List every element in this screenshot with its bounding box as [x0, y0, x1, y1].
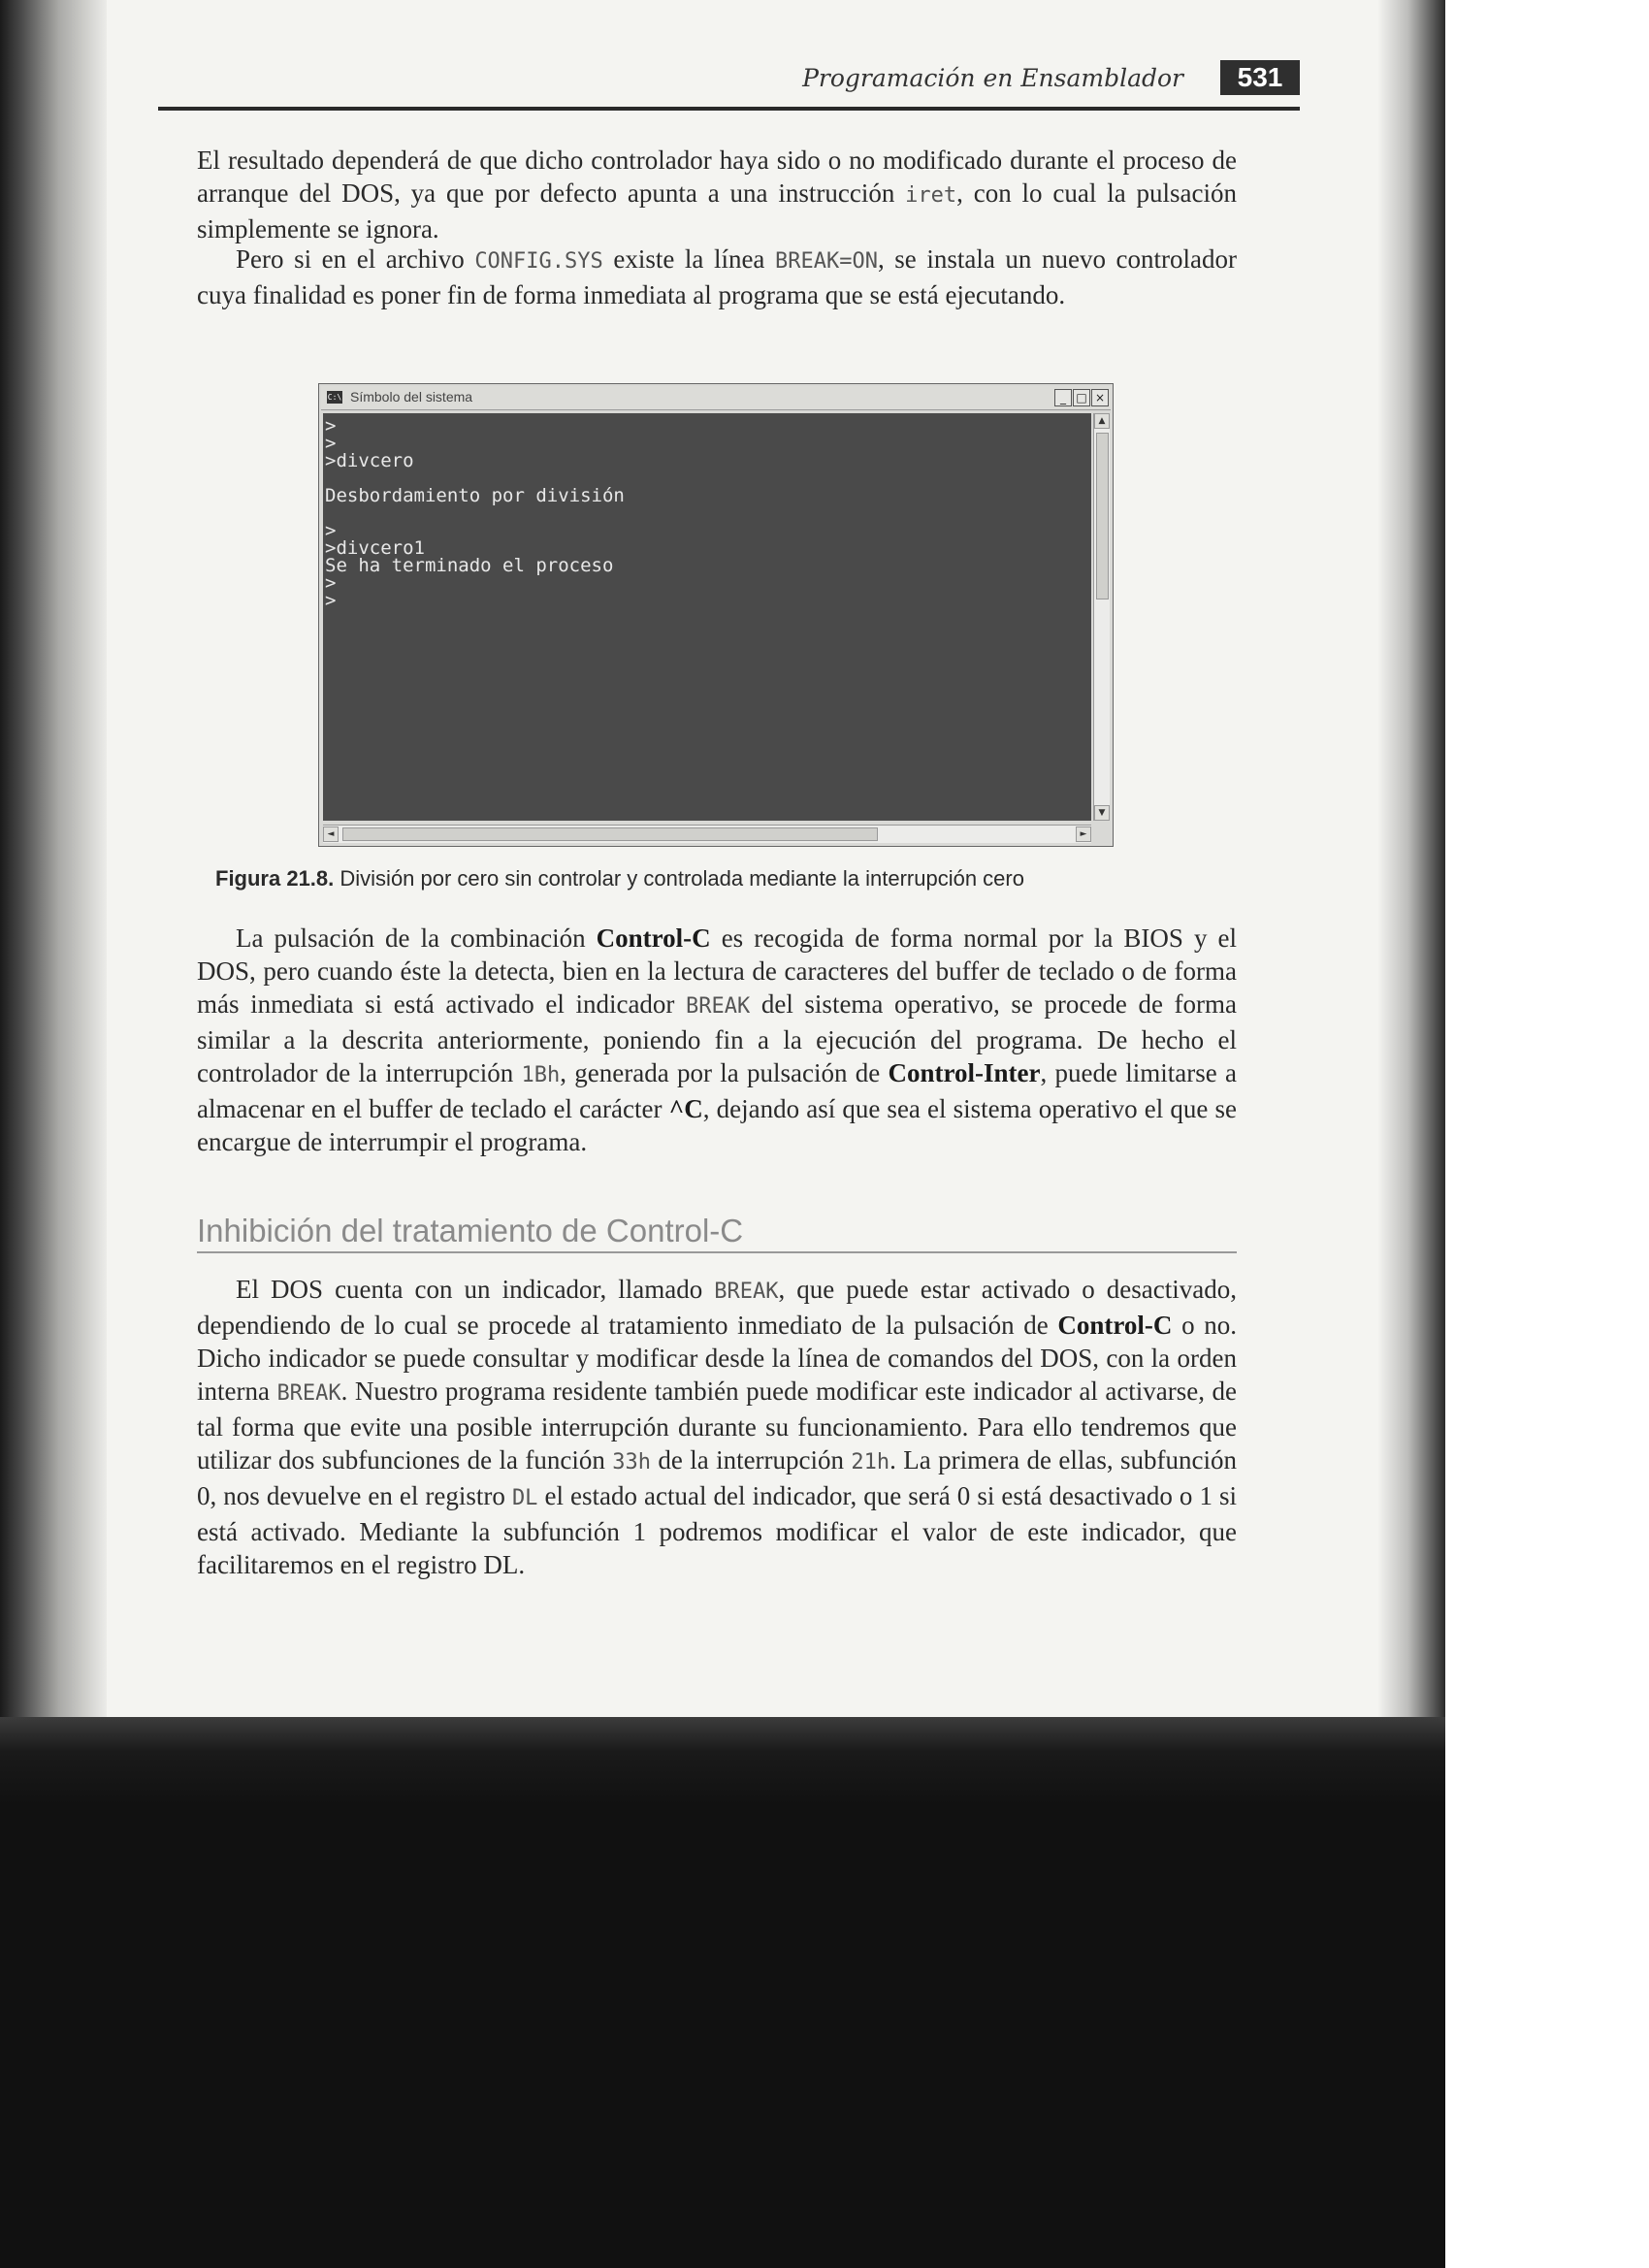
code-break-on: BREAK=ON — [775, 249, 878, 274]
minimize-button[interactable]: _ — [1054, 389, 1072, 406]
paragraph-3-text-6: , dejando así que sea el sistema operativo el que se encargue de interrumpir el programa. — [197, 1094, 1237, 1156]
scan-right-margin — [1445, 0, 1649, 2268]
console-line: > — [325, 433, 337, 454]
caption-label: Figura 21.8. — [215, 866, 335, 891]
paragraph-4-text-7: el estado actual del indicador, que será 0 si está desactivado o 1 si está activado. Mediante la subfunción 1 podremos modificar el valor de este indicador, que facilitaremos en el registro DL. — [197, 1481, 1237, 1579]
code-1bh: 1Bh — [521, 1063, 561, 1087]
console-line: >divcero1 — [325, 537, 425, 559]
scan-bottom-shadow — [0, 1717, 1445, 1804]
paragraph-4-text-1: El DOS cuenta con un indicador, llamado — [236, 1275, 715, 1304]
window-titlebar[interactable] — [321, 386, 1111, 410]
bold-control-inter: Control-Inter — [888, 1058, 1041, 1087]
paragraph-1-text-1: El resultado dependerá de que dicho controlador haya sido o no modificado durante el proceso de arranque del DOS, ya que por defecto apunta a una instrucción — [197, 146, 1237, 208]
paragraph-1 — [197, 144, 1237, 245]
code-21h: 21h — [851, 1450, 890, 1474]
paragraph-4-text-6: . La primera de ellas, subfunción 0, nos devuelve en el registro — [197, 1445, 1237, 1510]
page-header — [158, 56, 1300, 114]
maximize-button[interactable]: □ — [1073, 389, 1090, 406]
console-line: Desbordamiento por división — [325, 485, 625, 506]
code-config-sys: CONFIG.SYS — [474, 249, 603, 274]
section-heading: Inhibición del tratamiento de Control-C — [197, 1213, 744, 1248]
bold-control-c: Control-C — [1057, 1311, 1173, 1340]
caption-text: División por cero sin controlar y controlada mediante la interrupción cero — [334, 866, 1024, 891]
code-break: BREAK — [686, 994, 751, 1019]
scroll-down-icon[interactable]: ▼ — [1094, 805, 1110, 821]
paragraph-3-text-1: La pulsación de la combinación — [236, 923, 597, 953]
code-33h: 33h — [612, 1450, 651, 1474]
window-title: Símbolo del sistema — [350, 389, 473, 405]
console-window — [318, 383, 1114, 847]
bold-caret-c: ^C — [668, 1094, 703, 1123]
paragraph-4-text-3: o no. Dicho indicador se puede consultar y modificar desde la línea de comandos del DOS, con la orden interna — [197, 1311, 1237, 1406]
console-line: >divcero — [325, 450, 414, 471]
page-number: 531 — [1220, 60, 1300, 95]
console-output[interactable] — [323, 413, 1091, 821]
paragraph-2-text-3: , se instala un nuevo controlador cuya finalidad es poner fin de forma inmediata al programa que se está ejecutando. — [197, 244, 1237, 309]
scroll-left-icon[interactable]: ◄ — [323, 826, 339, 842]
paragraph-4 — [197, 1273, 1237, 1581]
paragraph-1-text-2: , con lo cual la pulsación simplemente se ignora. — [197, 178, 1237, 243]
figure-console-window — [318, 383, 1114, 847]
bold-control-c: Control-C — [596, 923, 711, 953]
paragraph-3-text-3: del sistema operativo, se procede de forma similar a la descrita anteriormente, poniendo fin a la ejecución del programa. De hecho el controlador de la interrupción — [197, 989, 1237, 1087]
console-line — [325, 504, 1091, 522]
console-line: Se ha terminado el proceso — [325, 555, 614, 576]
console-line: > — [325, 520, 337, 541]
running-title: Programación en Ensamblador — [802, 64, 1183, 92]
code-break: BREAK — [276, 1381, 341, 1406]
console-line: > — [325, 572, 337, 594]
console-line: > — [325, 415, 337, 437]
paragraph-4-text-5: de la interrupción — [650, 1445, 852, 1474]
paragraph-4-text-4: . Nuestro programa residente también puede modificar este indicador al activarse, de tal forma que evite una posible interrupción durante su funcionamiento. Para ello tendremos que utilizar dos subfunciones de la función — [197, 1377, 1237, 1474]
command-prompt-icon: C:\ — [327, 393, 342, 402]
vertical-scroll-thumb[interactable] — [1096, 433, 1109, 599]
paragraph-3-text-2: es recogida de forma normal por la BIOS y el DOS, pero cuando éste la detecta, bien en la lectura de caracteres del buffer de teclado o de forma más inmediata si está activado el indicador — [197, 923, 1237, 1019]
code-dl: DL — [511, 1486, 538, 1510]
scroll-up-icon[interactable]: ▲ — [1094, 413, 1110, 429]
horizontal-scrollbar[interactable] — [323, 825, 1091, 843]
section-rule — [197, 1251, 1237, 1253]
figure-caption — [215, 866, 1024, 891]
paragraph-2-text-1: Pero si en el archivo — [236, 244, 475, 274]
vertical-scrollbar[interactable] — [1093, 413, 1110, 821]
close-button[interactable]: × — [1091, 389, 1109, 406]
paragraph-3-text-4: , generada por la pulsación de — [560, 1058, 889, 1087]
horizontal-scroll-thumb[interactable] — [342, 827, 878, 841]
code-iret: iret — [905, 183, 957, 208]
scroll-right-icon[interactable]: ► — [1076, 826, 1091, 842]
header-rule — [158, 107, 1300, 111]
console-line: > — [325, 590, 337, 611]
paragraph-3 — [197, 922, 1237, 1158]
paragraph-4-text-2: , que puede estar activado o desactivado, dependiendo de lo cual se procede al tratamiento inmediato de la pulsación de — [197, 1275, 1237, 1340]
paragraph-2-text-2: existe la línea — [602, 244, 775, 274]
code-break: BREAK — [714, 1280, 779, 1304]
paragraph-3-text-5: , puede limitarse a almacenar en el buffer de teclado el carácter — [197, 1058, 1237, 1123]
paragraph-2 — [197, 243, 1237, 311]
